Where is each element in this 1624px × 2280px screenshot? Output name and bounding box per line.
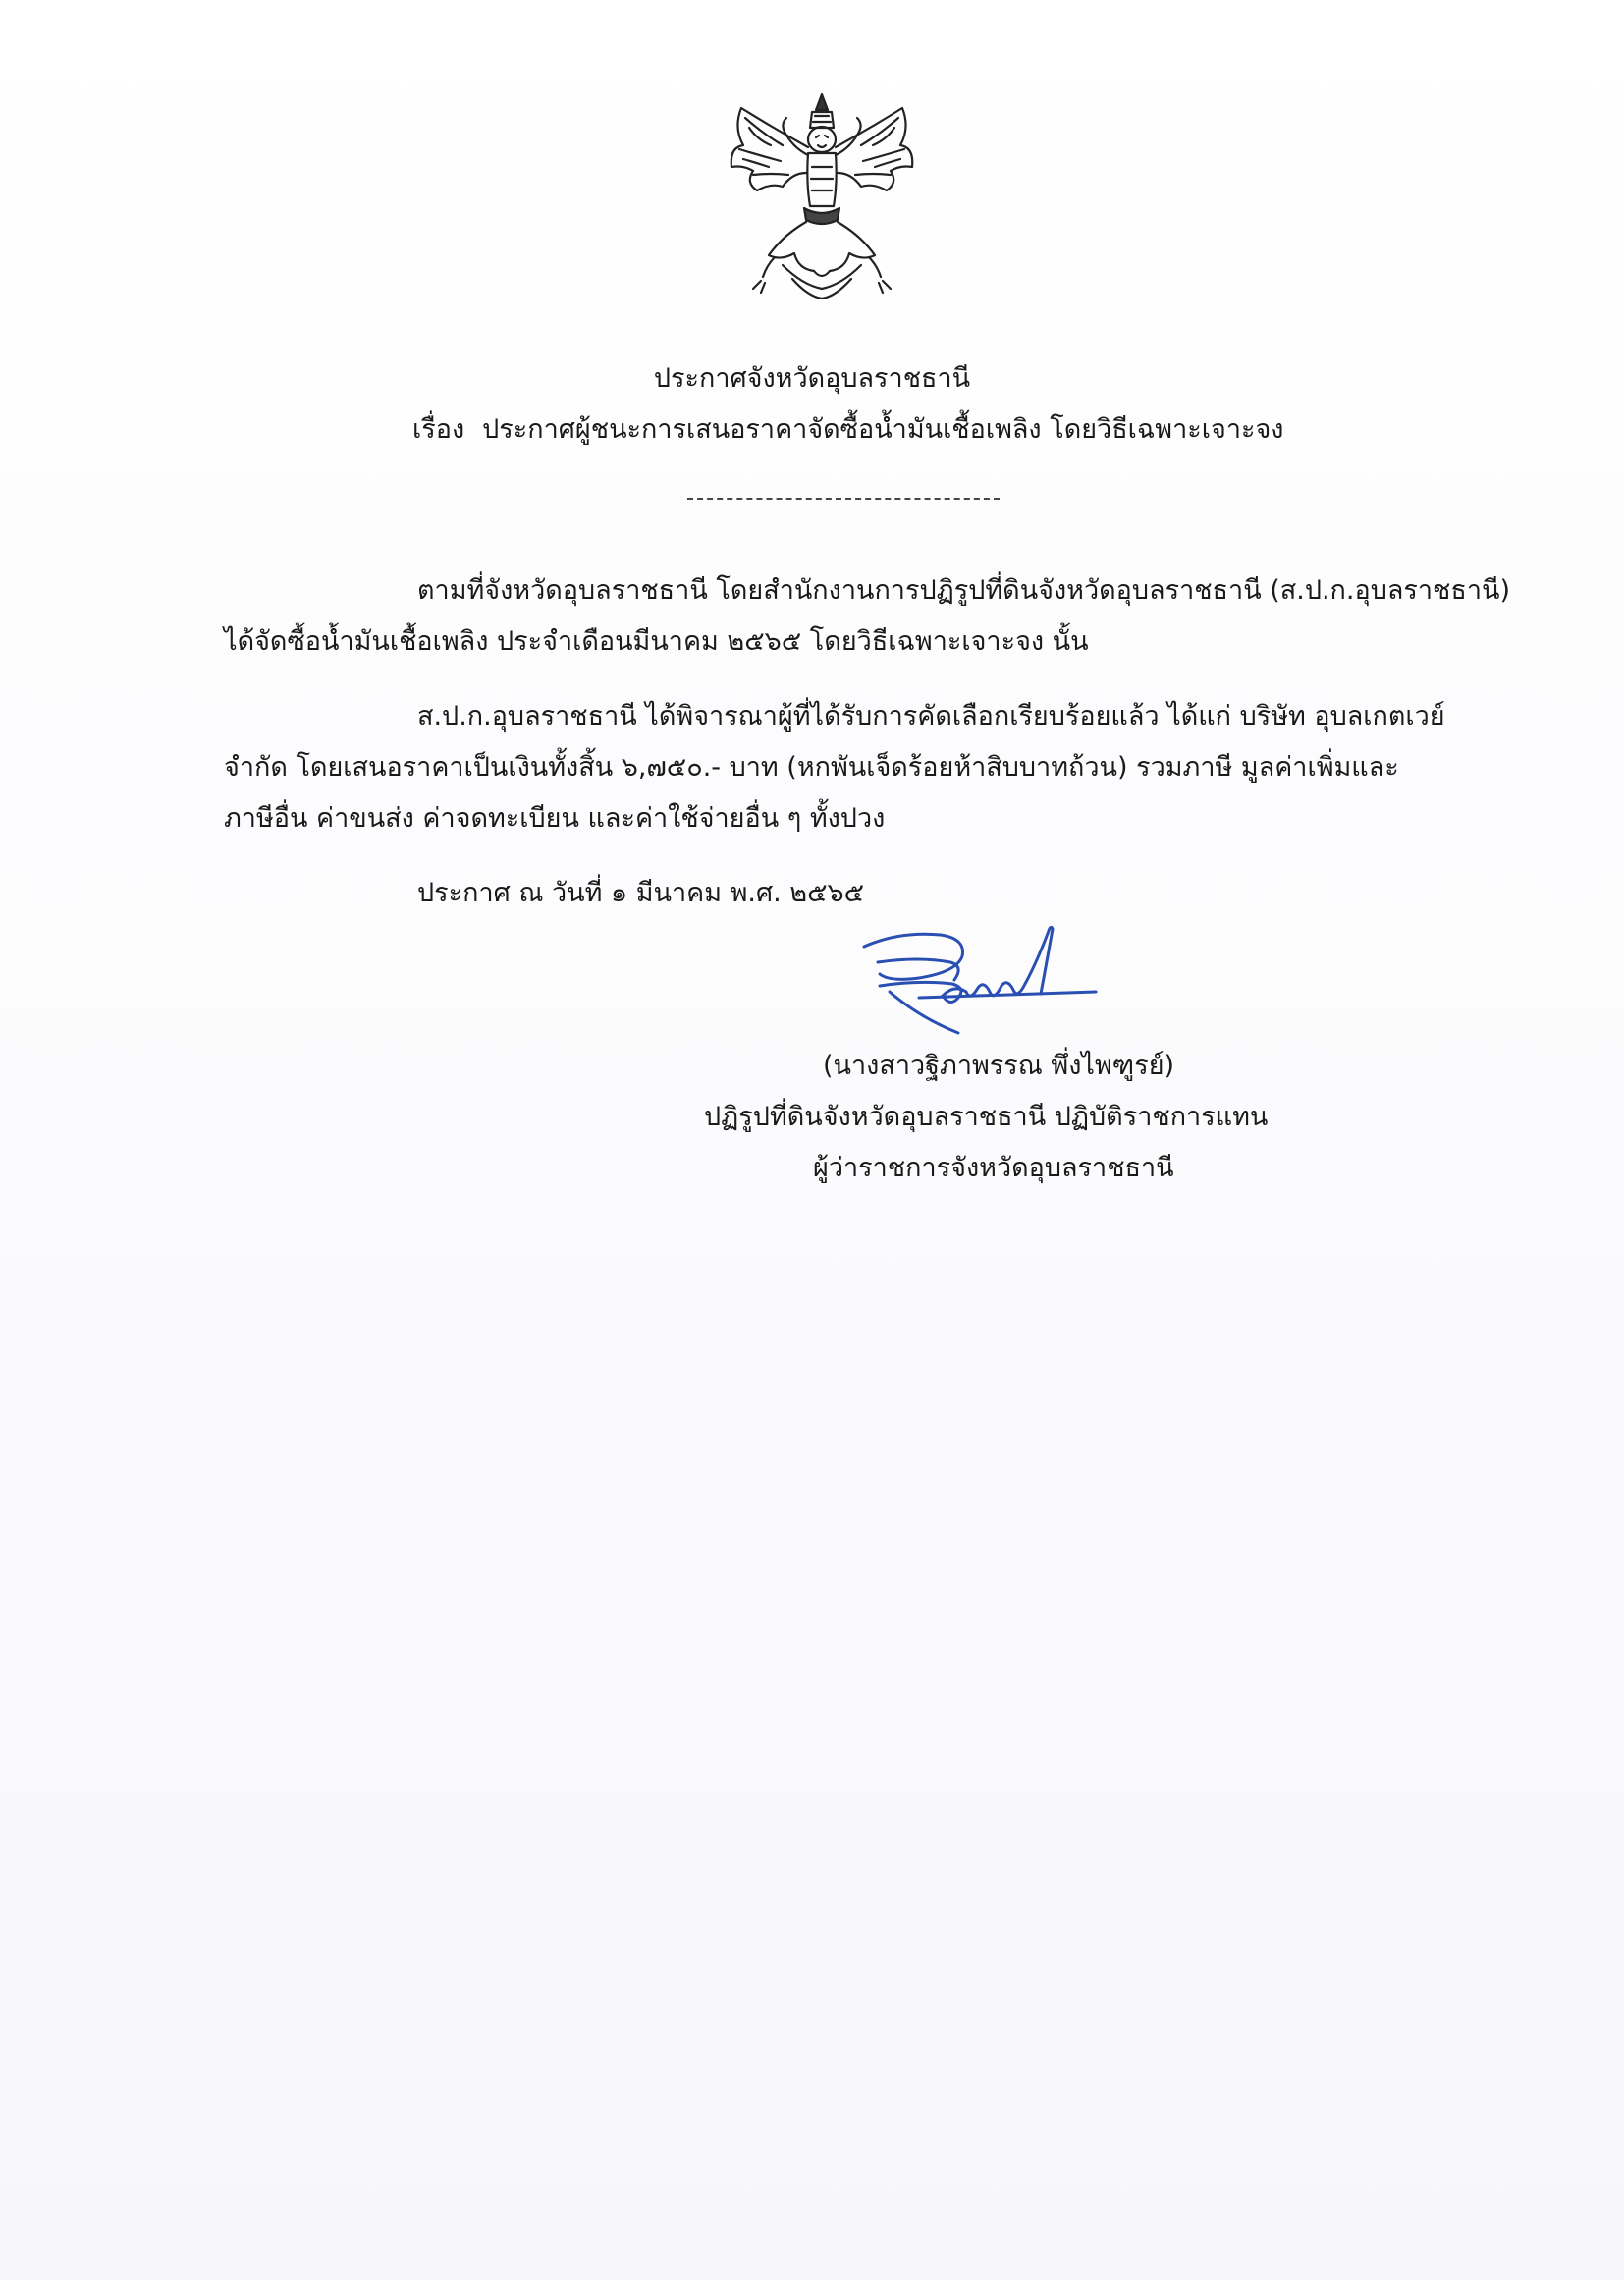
paragraph1-line1: ตามที่จังหวัดอุบลราชธานี โดยสำนักงานการปฏิรูปที่ดินจังหวัดอุบลราชธานี (ส.ป.ก.อุบลราชธานี) <box>417 575 1510 606</box>
signature-icon <box>860 923 1115 1046</box>
signer-position-line2: ผู้ว่าราชการจังหวัดอุบลราชธานี <box>813 1153 1174 1183</box>
signer-name: (นางสาวฐิภาพรรณ พึ่งไพฑูรย์) <box>823 1051 1175 1081</box>
paragraph1-line2: ได้จัดซื้อน้ำมันเชื้อเพลิง ประจำเดือนมีนาคม ๒๕๖๕ โดยวิธีเฉพาะเจาะจง นั้น <box>224 626 1089 657</box>
document-subject <box>412 412 1283 448</box>
paragraph2-line3: ภาษีอื่น ค่าขนส่ง ค่าจดทะเบียน และค่าใช้จ่ายอื่น ๆ ทั้งปวง <box>224 803 886 834</box>
header-divider <box>687 498 1000 500</box>
subject-label: เรื่อง <box>412 414 465 445</box>
garuda-emblem-icon <box>724 88 920 306</box>
announce-date: ประกาศ ณ วันที่ ๑ มีนาคม พ.ศ. ๒๕๖๕ <box>417 878 865 908</box>
paragraph2-line2: จำกัด โดยเสนอราคาเป็นเงินทั้งสิ้น ๖,๗๕๐.- บาท (หกพันเจ็ดร้อยห้าสิบบาทถ้วน) รวมภาษี มูลค่าเพิ่มและ <box>224 752 1399 783</box>
paragraph2-line1: ส.ป.ก.อุบลราชธานี ได้พิจารณาผู้ที่ได้รับการคัดเลือกเรียบร้อยแล้ว ได้แก่ บริษัท อุบลเกตเวย์ <box>417 701 1445 732</box>
subject-text: ประกาศผู้ชนะการเสนอราคาจัดซื้อน้ำมันเชื้อเพลิง โดยวิธีเฉพาะเจาะจง <box>482 414 1284 445</box>
signer-position-line1: ปฏิรูปที่ดินจังหวัดอุบลราชธานี ปฏิบัติราชการแทน <box>704 1102 1269 1132</box>
document-title: ประกาศจังหวัดอุบลราชธานี <box>653 363 971 394</box>
